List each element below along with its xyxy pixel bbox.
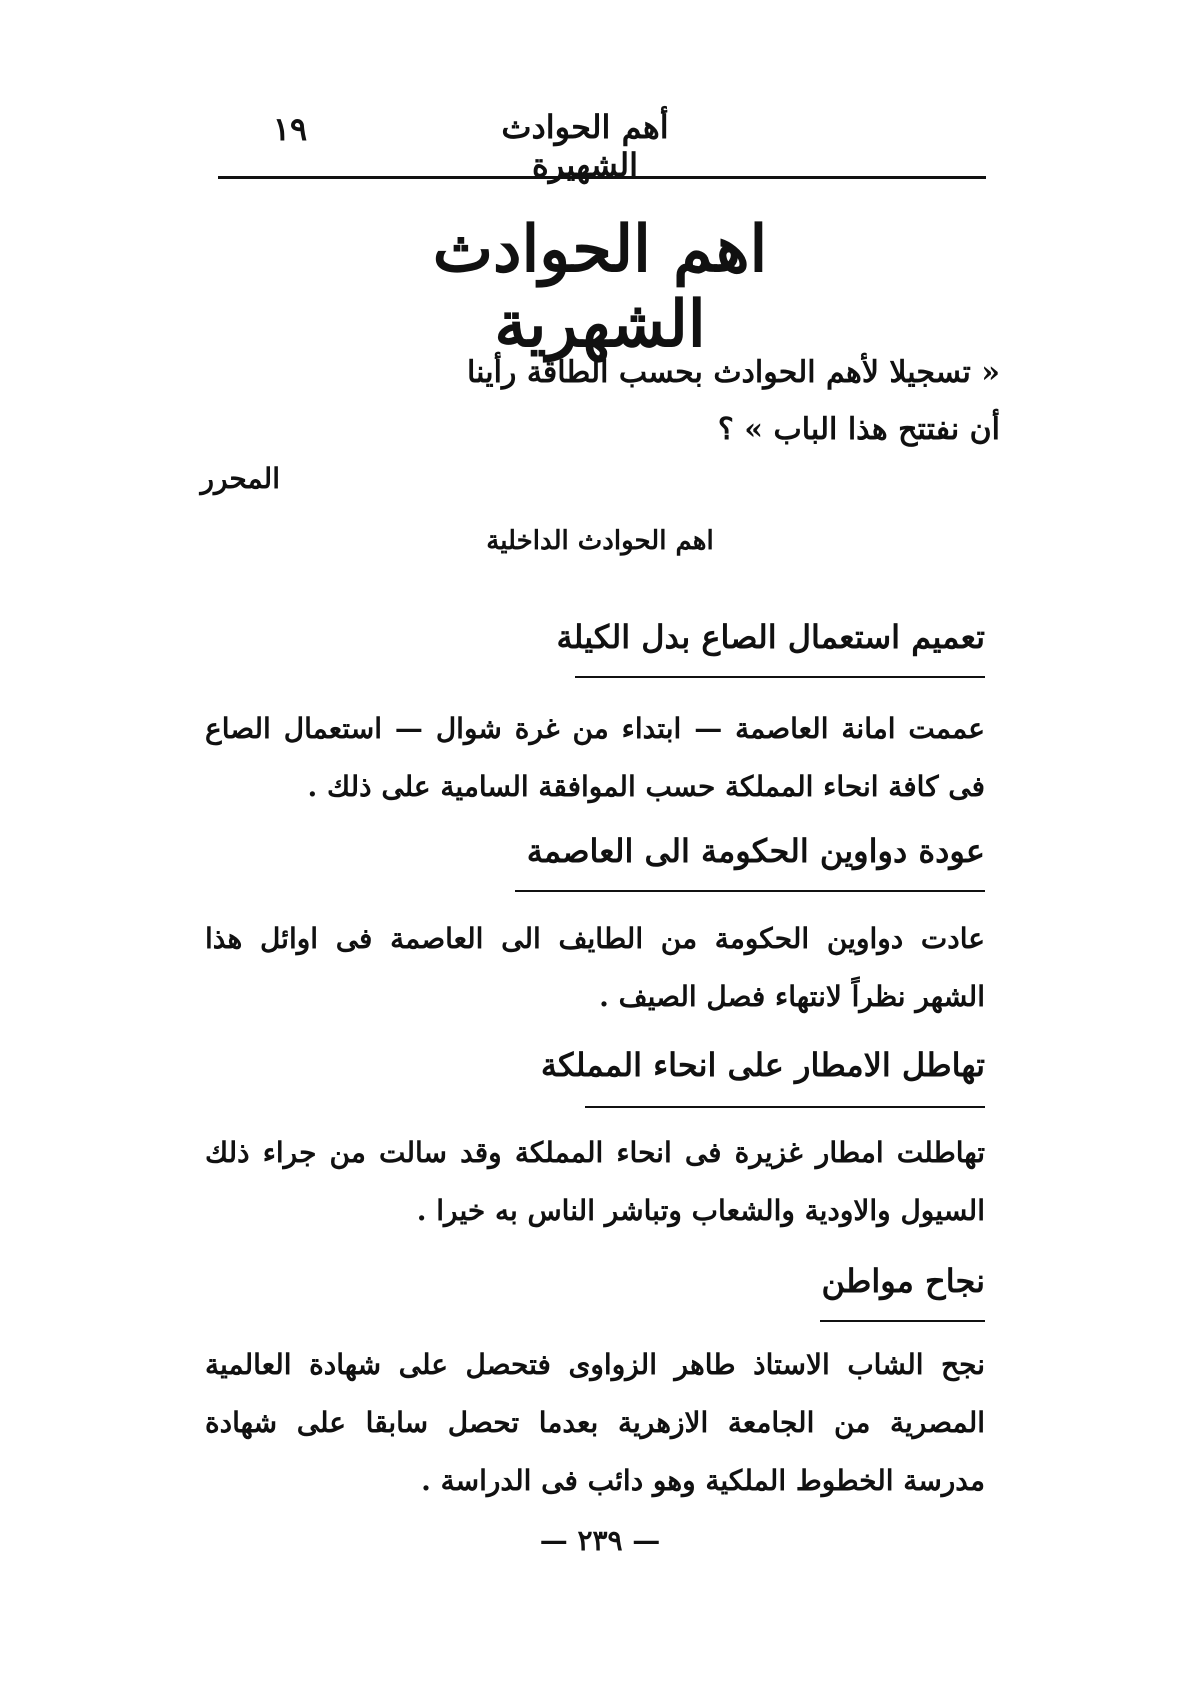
section-body: عممت امانة العاصمة — ابتداء من غرة شوال — استعمال الصاع فى كافة انحاء المملكة حسب الموافقة السامية على ذلك . — [205, 712, 985, 803]
section-body: نجح الشاب الاستاذ طاهر الزواوى فتحصل على شهادة العالمية المصرية من الجامعة الازهرية بعدما تحصل سابقا على شهادة مدرسة الخطوط الملكية وهو دائب فى الدراسة . — [205, 1348, 985, 1497]
header-divider — [218, 176, 986, 179]
header-page-number: ١٩ — [272, 110, 308, 148]
section-heading: عودة دواوين الحكومة الى العاصمة — [526, 832, 985, 870]
intro-line-1: « تسجيلا لأهم الحوادث بحسب الطاقة رأينا — [467, 355, 1000, 390]
section-heading: تعميم استعمال الصاع بدل الكيلة — [556, 618, 985, 656]
intro-line-2: أن نفتتح هذا الباب » ؟ — [717, 412, 1000, 447]
section-heading-rule — [585, 1106, 985, 1108]
page-title: اهم الحوادث الشهرية — [432, 212, 768, 362]
editor-signature: المحرر — [200, 462, 280, 495]
section-subtitle: اهم الحوادث الداخلية — [486, 526, 714, 556]
section-heading-rule — [820, 1320, 985, 1322]
footer-page-number: — ٢٣٩ — — [539, 1524, 661, 1557]
section-body: تهاطلت امطار غزيرة فى انحاء المملكة وقد سالت من جراء ذلك السيول والاودية والشعاب وتباشر الناس به خيرا . — [205, 1136, 985, 1227]
section-heading: تهاطل الامطار على انحاء المملكة — [540, 1046, 985, 1084]
section-heading: نجاح مواطن — [821, 1262, 985, 1300]
section-body: عادت دواوين الحكومة من الطايف الى العاصمة فى اوائل هذا الشهر نظراً لانتهاء فصل الصيف . — [205, 922, 985, 1013]
running-header-title: أهم الحوادث الشهيرة — [501, 108, 669, 184]
section-heading-rule — [575, 676, 985, 678]
section-heading-rule — [515, 890, 985, 892]
